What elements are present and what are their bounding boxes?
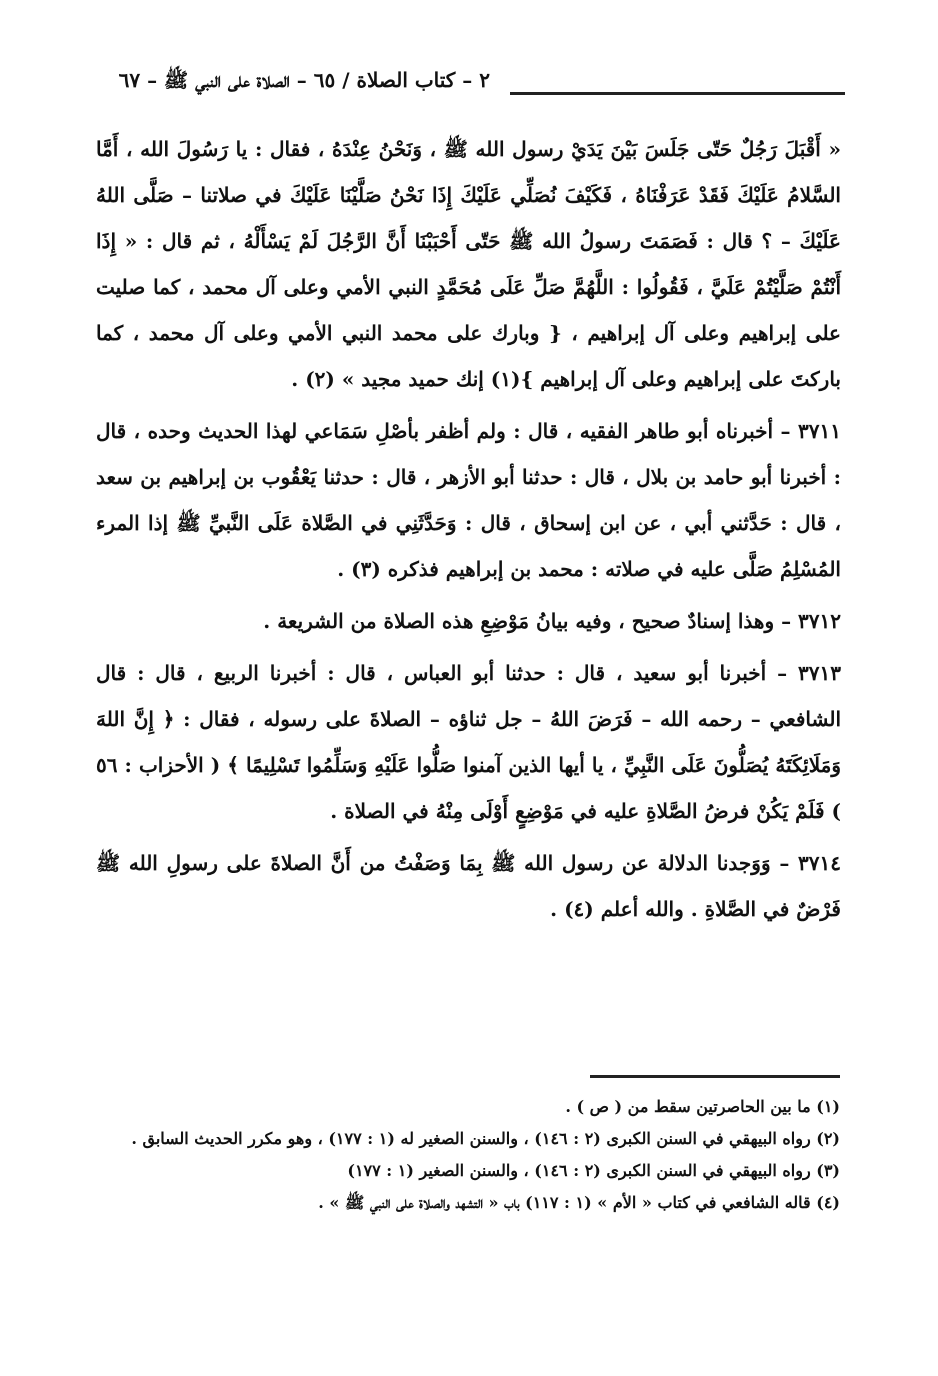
footnote-2: (٢) رواه البيهقي في السنن الكبرى (٢ : ١٤٦) ، والسنن الصغير له (١ : ١٧٧) ، وهو مكرر الحديث السابق .: [131, 1129, 840, 1148]
hadith-text-continuation: « أَقْبَلَ رَجُلٌ حَتّى جَلَسَ بَيْنَ يَدَيْ رسول الله ﷺ ، وَنَحْنُ عِنْدَهُ ، فقال : يا رَسُولَ الله ، أَمَّا السَّلامُ عَلَيْكَ فَقَدْ عَرَفْنَاهُ ، فَكَيْفَ نُصَلِّي عَلَيْكَ إِذَا نَحْنُ صَلَّيْنَا عَلَيْكَ في صلاتنا – صَلَّى اللهُ عَلَيْكَ – ؟ قال : فَصَمَتَ رسولُ الله ﷺ حَتّى أَحْبَبْنَا أَنَّ الرَّجُلَ لَمْ يَسْأَلْهُ ، ثم قال : « إِذَا أَنْتُمْ صَلَّيْتُمْ عَلَيَّ ، فَقُولُوا : اللَّهُمَّ صَلِّ عَلَى مُحَمَّدٍ النبي الأمي وعلى آل محمد ، كما صليت على إبراهيم وعلى آل إبراهيم ، { وبارك على محمد النبي الأمي وعلى آل محمد ، كما باركتَ على إبراهيم وعلى آل إبراهيم }(١) إنك حميد مجيد » (٢) .: [96, 137, 841, 391]
header-rule: [510, 92, 845, 95]
footnote-3: (٣) رواه البيهقي في السنن الكبرى (٢ : ١٤٦) ، والسنن الصغير (١ : ١٧٧): [347, 1161, 840, 1180]
hadith-3711: ٣٧١١ – أخبرناه أبو طاهر الفقيه ، قال : ولم أظفر بأصْلِ سَمَاعي لهذا الحديث وحده ، قال : أخبرنا أبو حامد بن بلال ، قال : حدثنا أبو الأزهر ، قال : حدثنا يَعْقُوب بن إبراهيم بن سعد ، قال : حَدَّثني أبي ، عن ابن إسحاق ، قال : وَحَدَّثَنِي في الصَّلاة عَلَى النَّبيِّ ﷺ إذا المرء المُسْلِمُ صَلَّى عليه في صلاته : محمد بن إبراهيم فذكره (٣) .: [96, 419, 841, 581]
hadith-3713: ٣٧١٣ – أخبرنا أبو سعيد ، قال : حدثنا أبو العباس ، قال : أخبرنا الربيع ، قال : قال الشافعي – رحمه الله – فَرَضَ اللهُ – جل ثناؤه – الصلاةَ على رسوله ، فقال : ﴿ إِنَّ اللهَ وَمَلَائِكَتَهُ يُصَلُّونَ عَلَى النَّبِيِّ ، يا أيها الذين آمنوا صَلُّوا عَلَيْهِ وَسَلِّمُوا تَسْلِيمًا ﴾ ( الأحزاب : ٥٦ ) فَلَمْ يَكُنْ فرضُ الصَّلاةِ عليه في مَوْضِعٍ أَوْلَى مِنْهُ في الصلاة .: [96, 661, 841, 823]
header-title: ٢ – كتاب الصلاة / ٦٥ – الصلاة على النبي ﷺ – ٦٧: [118, 68, 490, 92]
footnote-separator: [590, 1075, 840, 1078]
footnote-1: (١) ما بين الحاصرتين سقط من ( ص ) .: [565, 1097, 840, 1116]
hadith-3712: ٣٧١٢ – وهذا إسنادٌ صحيح ، وفيه بيانُ مَوْضِعِ هذه الصلاة من الشريعة .: [263, 609, 841, 633]
running-header: [90, 68, 845, 102]
footnote-4: (٤) قاله الشافعي في كتاب « الأم » (١ : ١١٧) باب « التشهد والصلاة على النبي ﷺ » .: [318, 1193, 840, 1212]
hadith-3714: ٣٧١٤ – وَوَجدنا الدلالة عن رسول الله ﷺ بِمَا وَصَفْتُ من أَنَّ الصلاةَ على رسولِ الله ﷺ فَرْضٌ في الصَّلاةِ . والله أعلم (٤) .: [96, 851, 841, 921]
main-text: [96, 126, 841, 938]
footnotes: [110, 1092, 840, 1220]
